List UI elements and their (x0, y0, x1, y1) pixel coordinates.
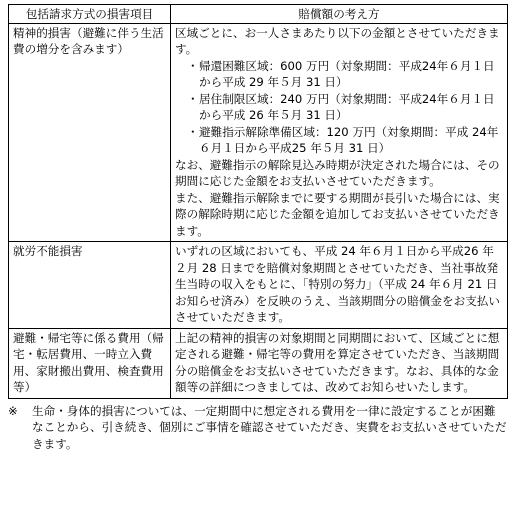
footnote-text: 生命・身体的損害については、一定期間中に想定される費用を一律に設定することが困難なことから、引き続き、個別にご事情を確認させていただき、実費をお支払いさせていただきます。 (32, 403, 507, 451)
row-item-mental-damage: 精神的損害（避難に伴う生活費の増分を含みます） (9, 23, 171, 242)
footnote-mark: ※ (8, 403, 18, 418)
desc-intro: 区域ごとに、お一人さまあたり以下の金額とさせていただきます。 (175, 25, 500, 56)
table-row (9, 23, 508, 242)
bullet-text: 居住制限区域：240 万円（対象期間：平成24年６月１日から平成 26 年５月 31 日） (199, 91, 495, 122)
row-desc-evacuation-costs: 上記の精神的損害の対象期間と同期間において、区域ごとに想定される避難・帰宅等の費用を算定させていただき、当該期間分の賠償金をお支払いさせていただきます。なお、具体的な金額等の詳細につきましては、改めてお知らせいたします。 (171, 328, 508, 398)
bullet-mark: ・ (187, 91, 199, 106)
compensation-table (8, 4, 508, 399)
list-item (175, 58, 503, 91)
list-item (175, 124, 503, 157)
bullet-text: 避難指示解除準備区域：120 万円（対象期間：平成 24年６月１日から平成25 年５月 31 日） (199, 124, 499, 155)
row-item-evacuation-costs: 避難・帰宅等に係る費用（帰宅・転居費用、一時立入費用、家財搬出費用、検査費用等） (9, 328, 171, 398)
table-row (9, 242, 508, 329)
table-row (9, 328, 508, 398)
bullet-mark: ・ (187, 58, 199, 73)
header-compensation-approach: 賠償額の考え方 (171, 5, 508, 24)
footnote (8, 403, 507, 453)
desc-paragraph: また、避難指示解除までに要する期間が長引いた場合には、実際の解除時期に応じた金額を追加してお支払いさせていただきます。 (175, 190, 500, 238)
row-desc-work-loss: いずれの区域においても、平成 24 年６月１日から平成26 年２月 28 日までを賠償対象期間とさせていただき、当社事故発生当時の収入をもとに、「特別の努力」（平成 24 年６月 21 日お知らせ済み）を反映のうえ、当該期間分の賠償金をお支払いさせていただきます。 (171, 242, 508, 329)
row-item-work-loss: 就労不能損害 (9, 242, 171, 329)
header-damage-item: 包括請求方式の損害項目 (9, 5, 171, 24)
desc-paragraph: なお、避難指示の解除見込み時期が決定された場合には、その期間に応じた金額をお支払いさせていただきます。 (175, 157, 500, 188)
bullet-text: 帰還困難区域：600 万円（対象期間：平成24年６月１日から平成 29 年５月 31 日） (199, 58, 495, 89)
row-desc-mental-damage (171, 23, 508, 242)
bullet-mark: ・ (187, 124, 199, 139)
table-header-row (9, 5, 508, 24)
list-item (175, 91, 503, 124)
